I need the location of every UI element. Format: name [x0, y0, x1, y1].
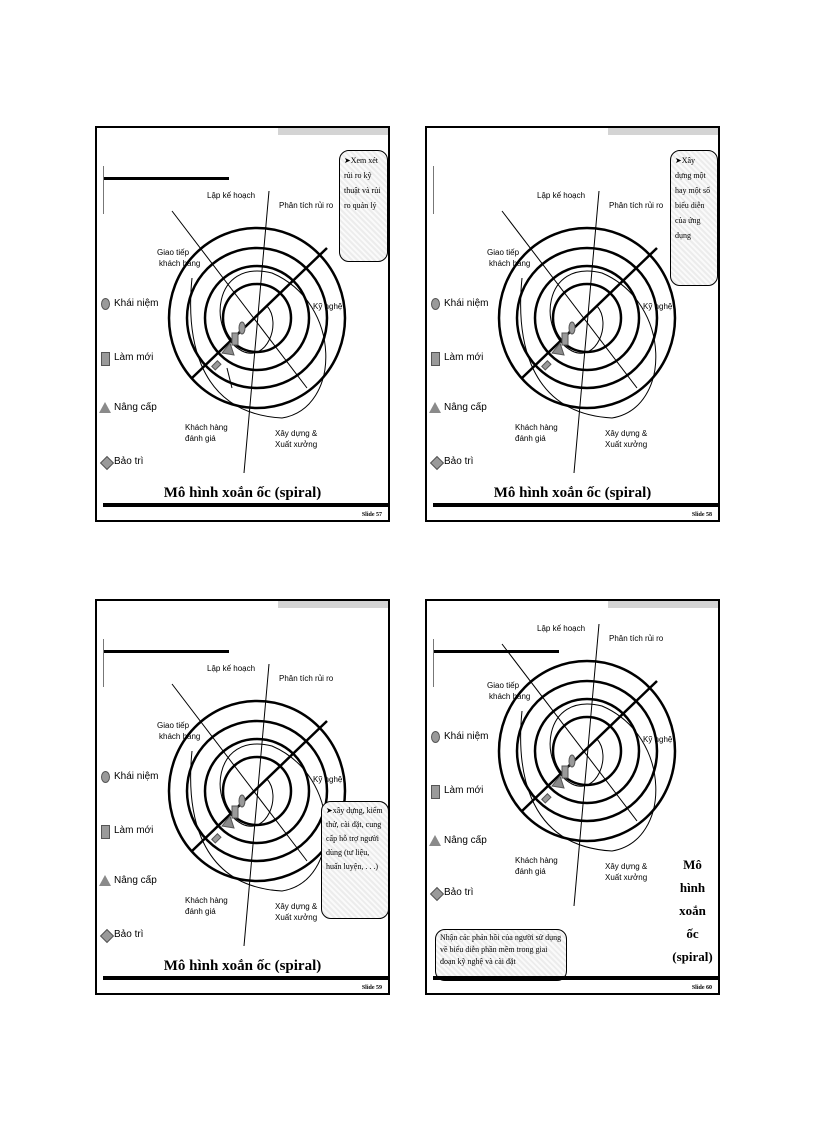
- footer-rule: [103, 976, 388, 980]
- label-communication-1: Giao tiếp: [157, 721, 190, 730]
- label-planning: Lập kế hoạch: [537, 191, 586, 200]
- label-build-1: Xây dựng &: [605, 862, 648, 871]
- diamond-icon: [430, 887, 444, 901]
- title-rule: [103, 650, 229, 653]
- legend-label: Khái niệm: [114, 298, 159, 309]
- label-build-1: Xây dựng &: [605, 429, 648, 438]
- spiral-graphic: [152, 183, 352, 478]
- top-band: [278, 128, 388, 135]
- circle-icon: [431, 731, 440, 743]
- label-communication-1: Giao tiếp: [487, 681, 520, 690]
- label-communication-1: Giao tiếp: [157, 248, 190, 257]
- legend-label: Khái niệm: [114, 771, 159, 782]
- circle-icon: [101, 298, 110, 310]
- slide-59: [95, 599, 390, 995]
- title-line: hình: [679, 880, 706, 895]
- accent-line: [433, 166, 434, 214]
- title-line: xoắn: [679, 903, 706, 918]
- slide-title: Mô hình xoắn ốc (spiral): [493, 485, 652, 501]
- title-rule: [103, 177, 229, 180]
- legend-label: Nâng cấp: [114, 402, 157, 413]
- title-line: (spiral): [672, 949, 713, 964]
- slide-title: Mô hình xoắn ốc (spiral): [163, 958, 322, 974]
- diamond-icon: [430, 456, 444, 470]
- callout-note: ➤Xây dựng một hay một số biểu diễn của ứng dụng: [670, 150, 718, 286]
- label-communication-2: khách hàng: [159, 259, 201, 268]
- label-build-1: Xây dựng &: [275, 902, 318, 911]
- square-icon: [431, 352, 440, 366]
- label-engineering: Kỹ nghệ: [643, 735, 673, 744]
- label-evaluation-2: đánh giá: [515, 434, 546, 443]
- square-icon: [431, 785, 440, 799]
- triangle-icon: [99, 875, 111, 886]
- square-icon: [101, 825, 110, 839]
- label-engineering: Kỹ nghệ: [643, 302, 673, 311]
- label-engineering: Kỹ nghệ: [313, 302, 343, 311]
- label-build-2: Xuất xưởng: [275, 913, 318, 922]
- legend-label: Khái niệm: [444, 298, 489, 309]
- label-communication-2: khách hàng: [159, 732, 201, 741]
- title-line: Mô: [683, 857, 702, 872]
- label-risk: Phân tích rủi ro: [609, 201, 664, 210]
- label-communication-1: Giao tiếp: [487, 248, 520, 257]
- accent-line: [433, 639, 434, 687]
- legend-label: Khái niệm: [444, 731, 489, 742]
- circle-icon: [431, 298, 440, 310]
- label-build-2: Xuất xưởng: [605, 440, 648, 449]
- legend-label: Làm mới: [114, 352, 154, 363]
- label-risk: Phân tích rủi ro: [609, 634, 664, 643]
- square-icon: [101, 352, 110, 366]
- spiral-diagram: [152, 183, 352, 478]
- label-planning: Lập kế hoạch: [537, 624, 586, 633]
- legend-label: Nâng cấp: [114, 875, 157, 886]
- legend-label: Nâng cấp: [444, 402, 487, 413]
- label-risk: Phân tích rủi ro: [279, 201, 334, 210]
- label-communication-2: khách hàng: [489, 692, 531, 701]
- legend-label: Bảo trì: [444, 887, 474, 898]
- legend-label: Làm mới: [444, 785, 484, 796]
- legend-label: Bảo trì: [444, 456, 474, 467]
- label-evaluation-1: Khách hàng: [515, 423, 558, 432]
- slide-number: Slide 58: [691, 512, 712, 518]
- diamond-icon: [100, 456, 114, 470]
- callout-note: ➤xây dựng, kiểm thử, cài đặt, cung cấp hỗ trợ người dùng (tư liệu, huấn luyện, . . .): [321, 801, 389, 919]
- circle-icon: [101, 771, 110, 783]
- slide-number: Slide 57: [361, 512, 382, 518]
- label-build-2: Xuất xưởng: [605, 873, 648, 882]
- legend-label: Làm mới: [114, 825, 154, 836]
- top-band: [608, 601, 718, 608]
- triangle-icon: [429, 402, 441, 413]
- diamond-icon: [100, 929, 114, 943]
- legend-label: Nâng cấp: [444, 835, 487, 846]
- label-planning: Lập kế hoạch: [207, 664, 256, 673]
- top-band: [278, 601, 388, 608]
- accent-line: [103, 639, 104, 687]
- spiral-diagram: [482, 183, 682, 478]
- slide-58: [425, 126, 720, 522]
- slide-60: [425, 599, 720, 995]
- slide-number: Slide 60: [691, 985, 712, 991]
- label-engineering: Kỹ nghệ: [313, 775, 343, 784]
- slide-57: [95, 126, 390, 522]
- title-line: ốc: [686, 926, 699, 941]
- callout-note: Nhận các phản hồi của người sử dụng về biểu diễn phần mềm trong giai đoạn kỹ nghệ và cài đặt: [435, 929, 567, 981]
- slide-title-vertical: [665, 853, 720, 968]
- legend-label: Làm mới: [444, 352, 484, 363]
- legend-label: Bảo trì: [114, 456, 144, 467]
- spiral-graphic: [482, 616, 682, 911]
- label-planning: Lập kế hoạch: [207, 191, 256, 200]
- label-risk: Phân tích rủi ro: [279, 674, 334, 683]
- label-build-1: Xây dựng &: [275, 429, 318, 438]
- slide-number: Slide 59: [361, 985, 382, 991]
- label-build-2: Xuất xưởng: [275, 440, 318, 449]
- spiral-diagram: [482, 616, 682, 911]
- slide-title: Mô hình xoắn ốc (spiral): [163, 485, 322, 501]
- top-band: [608, 128, 718, 135]
- triangle-icon: [429, 835, 441, 846]
- spiral-graphic: [482, 183, 682, 478]
- label-evaluation-2: đánh giá: [185, 907, 216, 916]
- label-evaluation-2: đánh giá: [515, 867, 546, 876]
- legend-label: Bảo trì: [114, 929, 144, 940]
- label-evaluation-1: Khách hàng: [515, 856, 558, 865]
- footer-rule: [433, 503, 718, 507]
- footer-rule: [103, 503, 388, 507]
- callout-note: ➤Xem xét rủi ro kỹ thuật và rủi ro quản lý: [339, 150, 388, 262]
- triangle-icon: [99, 402, 111, 413]
- label-evaluation-1: Khách hàng: [185, 423, 228, 432]
- footer-rule: [433, 976, 718, 980]
- label-communication-2: khách hàng: [489, 259, 531, 268]
- label-evaluation-2: đánh giá: [185, 434, 216, 443]
- label-evaluation-1: Khách hàng: [185, 896, 228, 905]
- accent-line: [103, 166, 104, 214]
